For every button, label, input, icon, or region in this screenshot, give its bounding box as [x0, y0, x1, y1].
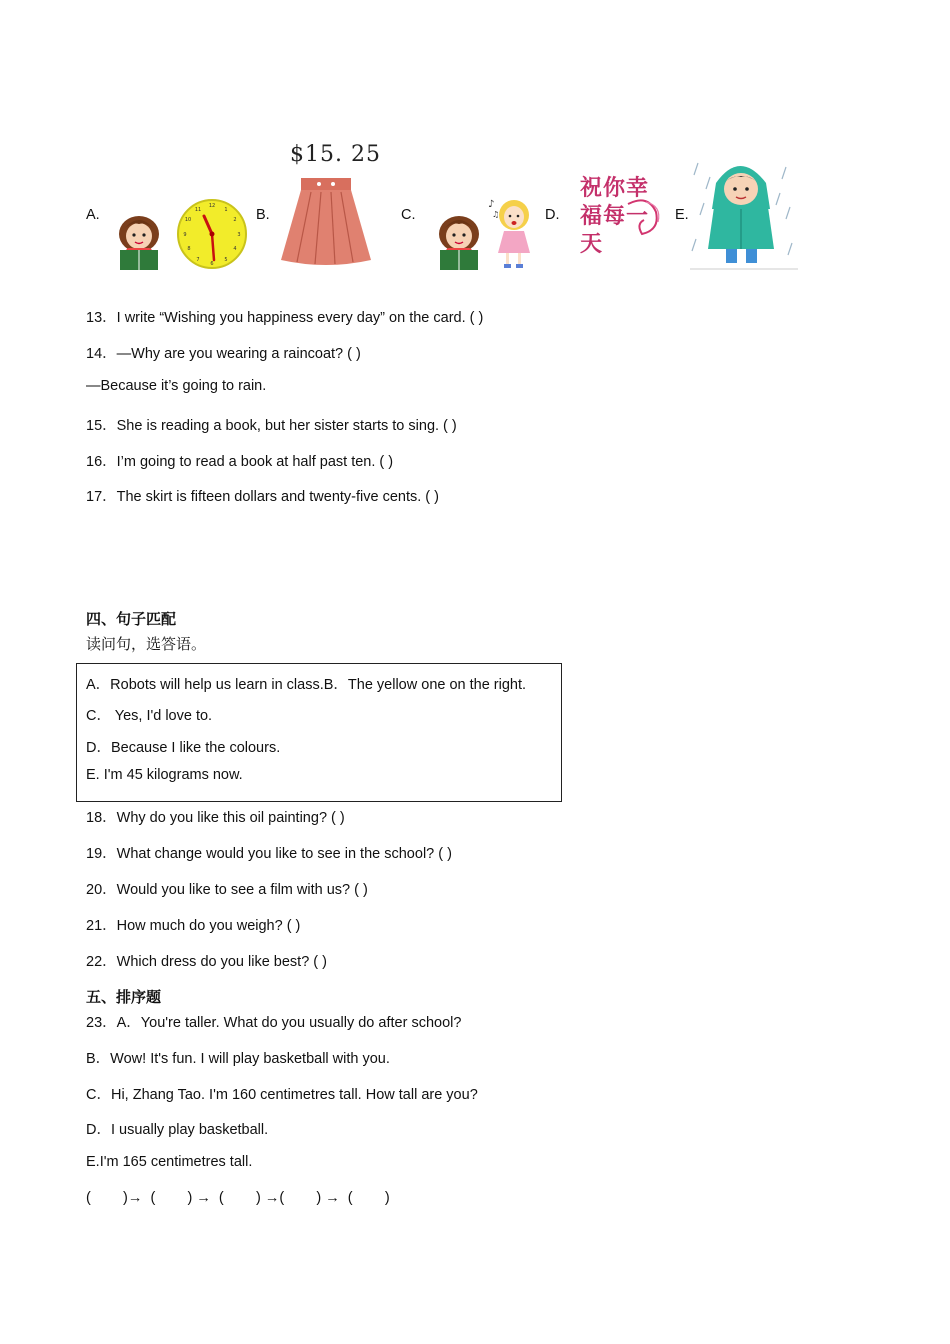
ordering-line-b: B．Wow! It's fun. I will play basketball with you. — [86, 1051, 390, 1067]
ordering-line-a: 23．A．You're taller. What do you usually do after school? — [86, 1015, 462, 1031]
option-b-label: B. — [256, 207, 270, 223]
section4-title: 四、句子匹配 — [86, 610, 177, 628]
girl-reading-image — [432, 210, 486, 272]
question-14: 14．—Why are you wearing a raincoat? ( ) — [86, 346, 361, 362]
svg-text:2: 2 — [233, 217, 237, 223]
question-17: 17．The skirt is fifteen dollars and twenty-five cents. ( ) — [86, 489, 439, 505]
raincoat-boy-image — [690, 153, 798, 271]
skirt-image — [279, 176, 373, 270]
option-a-label: A. — [86, 207, 100, 223]
answer-option-e: E. I'm 45 kilograms now. — [86, 767, 243, 783]
answer-option-d: D．Because I like the colours. — [86, 740, 281, 756]
option-d-label: D. — [545, 207, 560, 223]
svg-text:3: 3 — [237, 232, 241, 238]
svg-text:11: 11 — [194, 207, 202, 213]
section4-instruction: 读问句，选答语。 — [86, 635, 207, 653]
girl-reading-image — [112, 210, 166, 272]
svg-text:9: 9 — [183, 232, 187, 238]
svg-text:10: 10 — [184, 217, 192, 223]
ordering-line-c: C．Hi, Zhang Tao. I'm 160 centimetres tall. How tall are you? — [86, 1087, 478, 1103]
svg-text:8: 8 — [187, 246, 191, 252]
svg-text:7: 7 — [196, 257, 200, 263]
section5-title: 五、排序题 — [86, 988, 162, 1006]
svg-text:♫: ♫ — [492, 210, 500, 219]
svg-text:5: 5 — [224, 257, 228, 263]
option-e-label: E. — [675, 207, 689, 223]
ordering-answer-blanks: ( )→ ( ) → ( ) →( ) → ( ) — [86, 1190, 390, 1206]
clock-image — [176, 198, 248, 270]
option-c-label: C. — [401, 207, 416, 223]
question-20: 20．Would you like to see a film with us? ( ) — [86, 882, 368, 898]
answer-option-c: C． Yes, I'd love to. — [86, 708, 213, 724]
svg-text:12: 12 — [208, 203, 216, 209]
question-21: 21．How much do you weigh? ( ) — [86, 918, 301, 934]
question-13: 13．I write “Wishing you happiness every day” on the card. ( ) — [86, 310, 484, 326]
question-14-answer-line: —Because it’s going to rain. — [86, 378, 267, 394]
question-15: 15．She is reading a book, but her sister starts to sing. ( ) — [86, 418, 457, 434]
question-16: 16．I’m going to read a book at half past ten. ( ) — [86, 454, 394, 470]
svg-text:6: 6 — [210, 261, 214, 267]
question-18: 18．Why do you like this oil painting? ( ) — [86, 810, 345, 826]
singing-girl-image — [486, 195, 536, 271]
question-22: 22．Which dress do you like best? ( ) — [86, 954, 327, 970]
ordering-line-e: E.I'm 165 centimetres tall. — [86, 1154, 253, 1170]
ordering-line-d: D．I usually play basketball. — [86, 1122, 269, 1138]
svg-text:4: 4 — [233, 246, 237, 252]
svg-text:1: 1 — [224, 207, 228, 213]
greeting-card-text: 祝你幸福每一天 — [580, 175, 650, 257]
question-19: 19．What change would you like to see in the school? ( ) — [86, 846, 452, 862]
answer-option-ab: A．Robots will help us learn in class.B．The yellow one on the right. — [86, 677, 527, 693]
price-tag: $15. 25 — [290, 142, 381, 167]
svg-text:♪: ♪ — [488, 199, 495, 210]
